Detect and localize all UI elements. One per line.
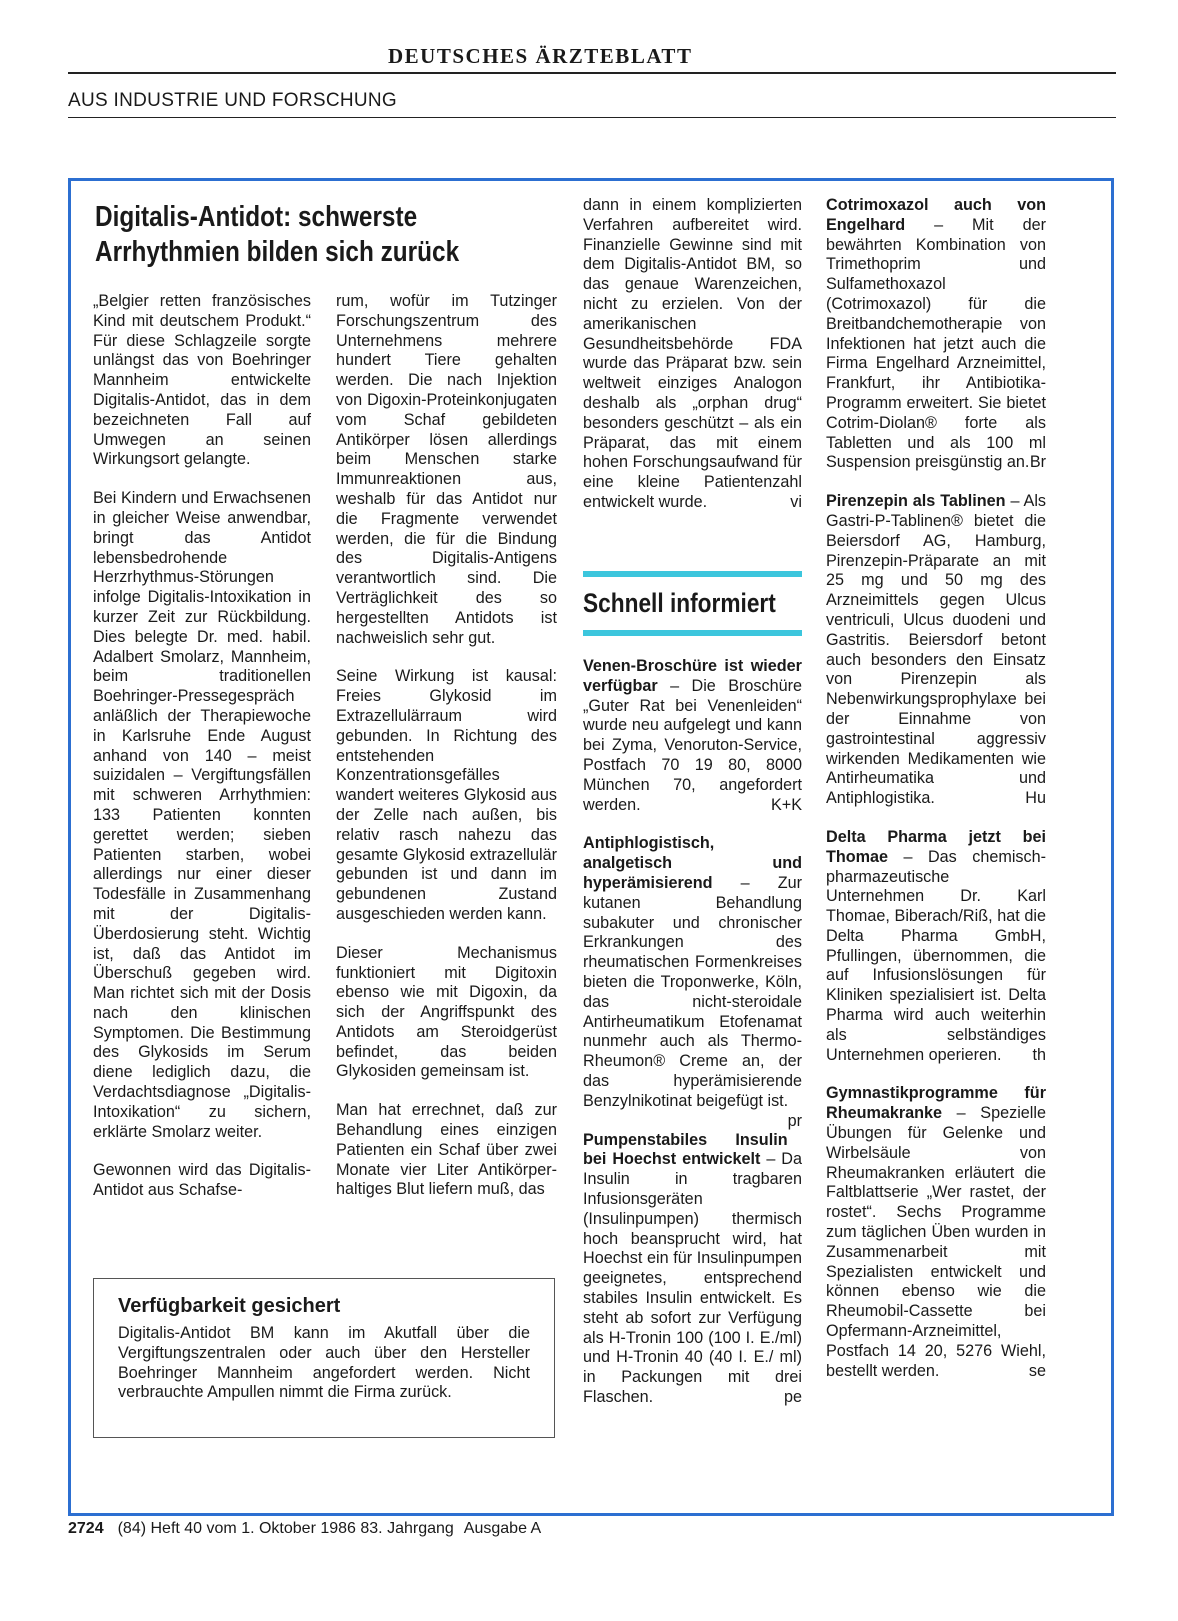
news-item: Pumpenstabiles Insulin bei Hoechst entwickelt – Da Insulin in tragbaren Infusionsgeräten (Insulinpumpen) thermisch hoch beansprucht wird, hat Hoechst ein für Insulinpumpen geeignetes, entsprechend stabiles Insulin entwickelt. Es steht ab sofort zur Verfügung als H-Tronin 100 (100 I. E./ml) und H-Tronin 40 (40 I. E./ ml) in Packungen mit drei Flaschen. pe bbox=[583, 1130, 802, 1406]
article-column-3 bbox=[583, 196, 802, 532]
author-initials: Hu bbox=[1025, 789, 1046, 808]
news-lead: Gymnastikprogramme für Rheumakranke bbox=[826, 1084, 1046, 1123]
edition-info: Ausgabe A bbox=[463, 1520, 542, 1537]
author-initials: vi bbox=[790, 492, 802, 511]
news-lead: Venen-Broschüre ist wieder verfügbar bbox=[583, 657, 802, 695]
news-column-3 bbox=[583, 657, 802, 1427]
news-lead: Cotrimoxazol auch von Engelhard bbox=[826, 196, 1046, 234]
news-item: Antiphlogistisch, analgetisch und hyperämisierend – Zur kutanen Behandlung subakuter und chronischer Erkrankungen des rheumatischen Formenkreises bieten die Troponwerke, Köln, das nicht-steroidale Antirheumatikum Etofenamat nunmehr auch als Thermo-Rheumon® Creme an, der das hyperämisierende Benzylnikotinat beigefügt ist. pr bbox=[583, 834, 802, 1130]
paragraph: Bei Kindern und Erwachsenen in gleicher Weise anwendbar, bringt das Antidot lebensbedrohende Herzrhythmus-Störungen infolge Digitalis-Intoxikation in kurzer Zeit zur Rückbildung. Dies belegte Dr. med. habil. Adalbert Smolarz, Mannheim, beim traditionellen Boehringer-Pressegespräch anläßlich der Therapiewoche in Karlsruhe Ende August anhand von 140 – meist suizidalen – Vergiftungsfällen mit schweren Arrhythmien: 133 Patienten konnten gerettet werden; sieben Patienten starben, wobei allerdings nur einer dieser Todesfälle in Zusammenhang mit der Digitalis-Überdosierung steht. Wichtig ist, daß das Antidot im Überschuß gegeben wird. Man richtet sich mit der Dosis nach den klinischen Symptomen. Die Bestimmung des Glykosids im Serum diene lediglich dazu, die Verdachtsdiagnose „Digitalis-Intoxikation“ zu sichern, erklärte Smolarz weiter. bbox=[93, 489, 311, 1141]
article-column-2 bbox=[336, 292, 557, 1219]
news-item: Delta Pharma jetzt bei Thomae – Das chemisch-pharmazeutische Unternehmen Dr. Karl Thomae, Biberach/Riß, hat die Delta Pharma GmbH, Pfullingen, übernommen, die auf Infusionslösungen für Kliniken spezialisiert ist. Delta Pharma wird auch weiterhin als selbständiges Unternehmen operieren. th bbox=[826, 827, 1046, 1064]
section-label: AUS INDUSTRIE UND FORSCHUNG bbox=[68, 90, 398, 111]
news-item: Gymnastikprogramme für Rheumakranke – Spezielle Übungen für Gelenke und Wirbelsäule von Rheumakranken erläutert die Faltblattserie „Wer rastet, der rostet“. Sechs Programme zum täglichen Üben wurden in Zusammenarbeit mit Spezialisten entwickelt und können ebenso wie die Rheumobil-Cassette bei Opfermann-Arzneimittel, Postfach 14 20, 5276 Wiehl, bestellt werden. se bbox=[826, 1084, 1046, 1380]
paragraph: Seine Wirkung ist kausal: Freies Glykosid im Extrazellulärraum wird gebunden. In Richtung des entstehenden Konzentrationsgefälles wandert weiteres Glykosid aus der Zelle nach außen, bis relativ rasch nahezu das gesamte Glykosid extrazellulär gebunden ist und dann im gebundenen Zustand ausgeschieden werden kann. bbox=[336, 667, 557, 923]
paragraph: Man hat errechnet, daß zur Behandlung eines einzigen Patienten ein Schaf über zwei Monate vier Liter Antikörper-haltiges Blut liefern muß, das bbox=[336, 1101, 557, 1199]
article-headline: Digitalis-Antidot: schwerste Arrhythmien bilden sich zurück bbox=[95, 201, 460, 268]
paragraph: rum, wofür im Tutzinger Forschungszentrum des Unternehmens mehrere hundert Tiere gehalten werden. Die nach Injektion von Digoxin-Proteinkonjugaten vom Schaf gebildeten Antikörper lösen allerdings beim Menschen starke Immunreaktionen aus, weshalb für das Antidot nur die Fragmente verwendet werden, die für die Bindung des Digitalis-Antigens verantwortlich sind. Die Verträglichkeit des so hergestellten Antidots ist nachweislich sehr gut. bbox=[336, 292, 557, 647]
paragraph: dann in einem komplizierten Verfahren aufbereitet wird. Finanzielle Gewinne sind mit dem Digitalis-Antidot BM, so das genaue Warenzeichen, nicht zu erzielen. Von der amerikanischen Gesundheitsbehörde FDA wurde das Präparat bzw. sein weltweit einziges Analogon deshalb als „orphan drug“ besonders geschützt – als ein Präparat, das mit einem hohen Forschungsaufwand für eine kleine Patientenzahl entwickelt wurde. bbox=[583, 196, 802, 511]
box-title: Verfügbarkeit gesichert bbox=[118, 1295, 341, 1317]
author-initials: th bbox=[1032, 1045, 1046, 1064]
news-lead: Pirenzepin als Tablinen bbox=[826, 492, 1006, 511]
sidebar-rule-bottom bbox=[583, 630, 802, 636]
paragraph: „Belgier retten französisches Kind mit deutschem Produkt.“ Für diese Schlagzeile sorgte unlängst das von Boehringer Mannheim entwickelte Digitalis-Antidot, das in dem bezeichneten Fall auf Umwegen an seinen Wirkungsort gelangte. bbox=[93, 292, 311, 469]
page-number: 2724 bbox=[68, 1520, 104, 1537]
author-initials: pe bbox=[783, 1387, 802, 1406]
news-item: Cotrimoxazol auch von Engelhard – Mit der bewährten Kombination von Trimethoprim und Sulfamethoxazol (Cotrimoxazol) für die Breitbandchemotherapie von Infektionen hat jetzt auch die Firma Engelhard Arzneimittel, Frankfurt, ihr Antibiotika-Programm erweitert. Sie bietet Cotrim-Diolan® forte als Tabletten und als 100 ml Suspension preisgünstig an. Br bbox=[826, 196, 1046, 472]
box-text: Digitalis-Antidot BM kann im Akutfall über die Vergiftungszentralen oder auch über den Hersteller Boehringer Mannheim angefordert werden. Nicht verbrauchte Ampullen nimmt die Firma zurück. bbox=[118, 1324, 530, 1402]
news-column-4 bbox=[826, 196, 1046, 1400]
news-lead: Pumpenstabiles Insulin bei Hoechst entwickelt bbox=[583, 1130, 788, 1169]
page-footer bbox=[68, 1520, 551, 1538]
sidebar-rule-top bbox=[583, 571, 802, 577]
paragraph: Gewonnen wird das Digitalis-Antidot aus Schafse- bbox=[93, 1161, 311, 1200]
news-item: Pirenzepin als Tablinen – Als Gastri-P-Tablinen® bietet die Beiersdorf AG, Hamburg, Pirenzepin-Präparate an mit 25 mg und 50 mg des Arzneimittels gegen Ulcus ventriculi, Ulcus duodeni und Gastritis. Beiersdorf betont auch besonders den Einsatz von Pirenzepin als Nebenwirkungsprophylaxe bei der Einnahme von gastrointestinal aggressiv wirkenden Medikamenten wie Antirheumatika und Antiphlogistika. Hu bbox=[826, 492, 1047, 808]
article-column-1 bbox=[93, 292, 311, 1220]
author-initials: se bbox=[1028, 1361, 1046, 1380]
news-lead: Delta Pharma jetzt bei Thomae bbox=[826, 827, 1046, 866]
issue-info: (84) Heft 40 vom 1. Oktober 1986 83. Jahrgang bbox=[117, 1520, 454, 1537]
author-initials: K+K bbox=[770, 795, 802, 814]
paragraph: Dieser Mechanismus funktioniert mit Digitoxin ebenso wie mit Digoxin, da sich der Angriffspunkt des Antidots am Steroidgerüst befindet, das beiden Glykosiden gemeinsam ist. bbox=[336, 943, 557, 1081]
section-divider bbox=[68, 117, 1116, 118]
masthead bbox=[68, 44, 1116, 74]
news-lead: Antiphlogistisch, analgetisch und hyperämisierend bbox=[583, 834, 802, 892]
news-item: Venen-Broschüre ist wieder verfügbar – Die Broschüre „Guter Rat bei Venenleiden“ wurde neu aufgelegt und kann bei Zyma, Venoruton-Service, Postfach 70 19 80, 8000 München 70, angefordert werden. K+K bbox=[583, 657, 802, 814]
author-initials: Br bbox=[1029, 453, 1046, 472]
author-initials: pr bbox=[787, 1111, 802, 1130]
sidebar-title: Schnell informiert bbox=[583, 588, 776, 618]
availability-box bbox=[93, 1278, 555, 1438]
journal-title: DEUTSCHES ÄRZTEBLATT bbox=[388, 44, 693, 68]
